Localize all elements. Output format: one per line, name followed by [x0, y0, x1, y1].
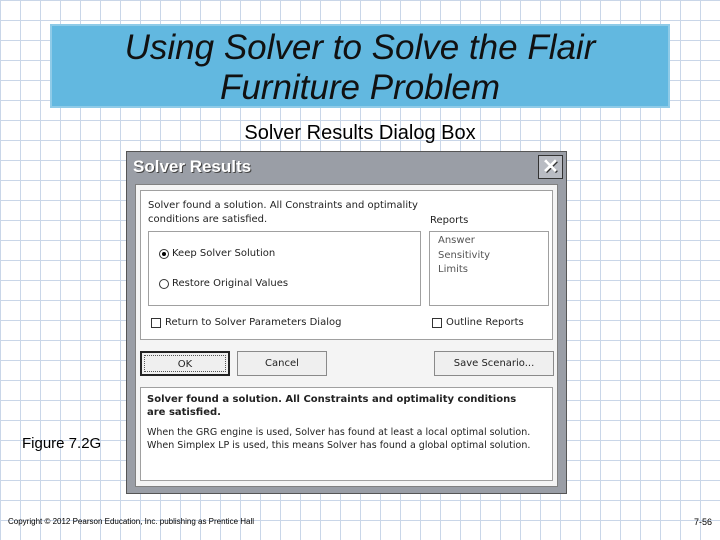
checkbox-icon[interactable] — [151, 318, 161, 328]
figure-label: Figure 7.2G — [22, 435, 102, 452]
results-panel — [140, 190, 553, 340]
keep-solution-label: Keep Solver Solution — [172, 248, 276, 259]
restore-values-label: Restore Original Values — [172, 278, 289, 289]
cancel-button[interactable]: Cancel — [237, 351, 327, 376]
copyright-text: Copyright © 2012 Pearson Education, Inc. publishing as Prentice Hall — [8, 517, 255, 526]
dialog-title: Solver Results — [133, 157, 252, 176]
close-button[interactable] — [538, 155, 563, 179]
close-icon: ✕ — [542, 156, 559, 178]
report-item-limits[interactable]: Limits — [438, 264, 468, 275]
checkbox-icon[interactable] — [432, 318, 442, 328]
reports-label: Reports — [430, 215, 469, 226]
save-scenario-button[interactable]: Save Scenario... — [434, 351, 554, 376]
dialog-client-area — [135, 184, 558, 487]
outline-reports-label: Outline Reports — [446, 317, 524, 328]
slide-subtitle: Solver Results Dialog Box — [244, 122, 476, 144]
result-message: Solver found a solution. All Constraints and optimality conditions are satisfied. — [148, 200, 418, 225]
radio-selected-icon[interactable] — [159, 249, 169, 259]
solver-results-dialog — [126, 151, 567, 494]
summary-heading: Solver found a solution. All Constraints and optimality conditions are satisfied. — [147, 394, 517, 418]
return-to-parameters-label: Return to Solver Parameters Dialog — [165, 317, 342, 328]
result-description-panel — [140, 387, 553, 481]
solution-options-group — [148, 231, 421, 306]
keep-solution-option[interactable] — [159, 248, 275, 259]
ok-button[interactable]: OK — [140, 351, 230, 376]
report-item-sensitivity[interactable]: Sensitivity — [438, 249, 491, 261]
reports-list[interactable] — [429, 231, 549, 306]
radio-unselected-icon[interactable] — [159, 279, 169, 289]
outline-reports-checkbox[interactable] — [432, 317, 524, 328]
return-to-parameters-checkbox[interactable] — [151, 317, 341, 328]
slide-title: Using Solver to Solve the Flair Furniture Problem — [50, 24, 670, 108]
report-item-answer[interactable]: Answer — [438, 235, 475, 246]
restore-values-option[interactable] — [159, 278, 288, 289]
summary-body: When the GRG engine is used, Solver has found at least a local optimal solution. When Simplex LP is used, this means Solver has found a global optimal solution. — [147, 427, 531, 451]
page-number: 7-56 — [693, 517, 712, 527]
